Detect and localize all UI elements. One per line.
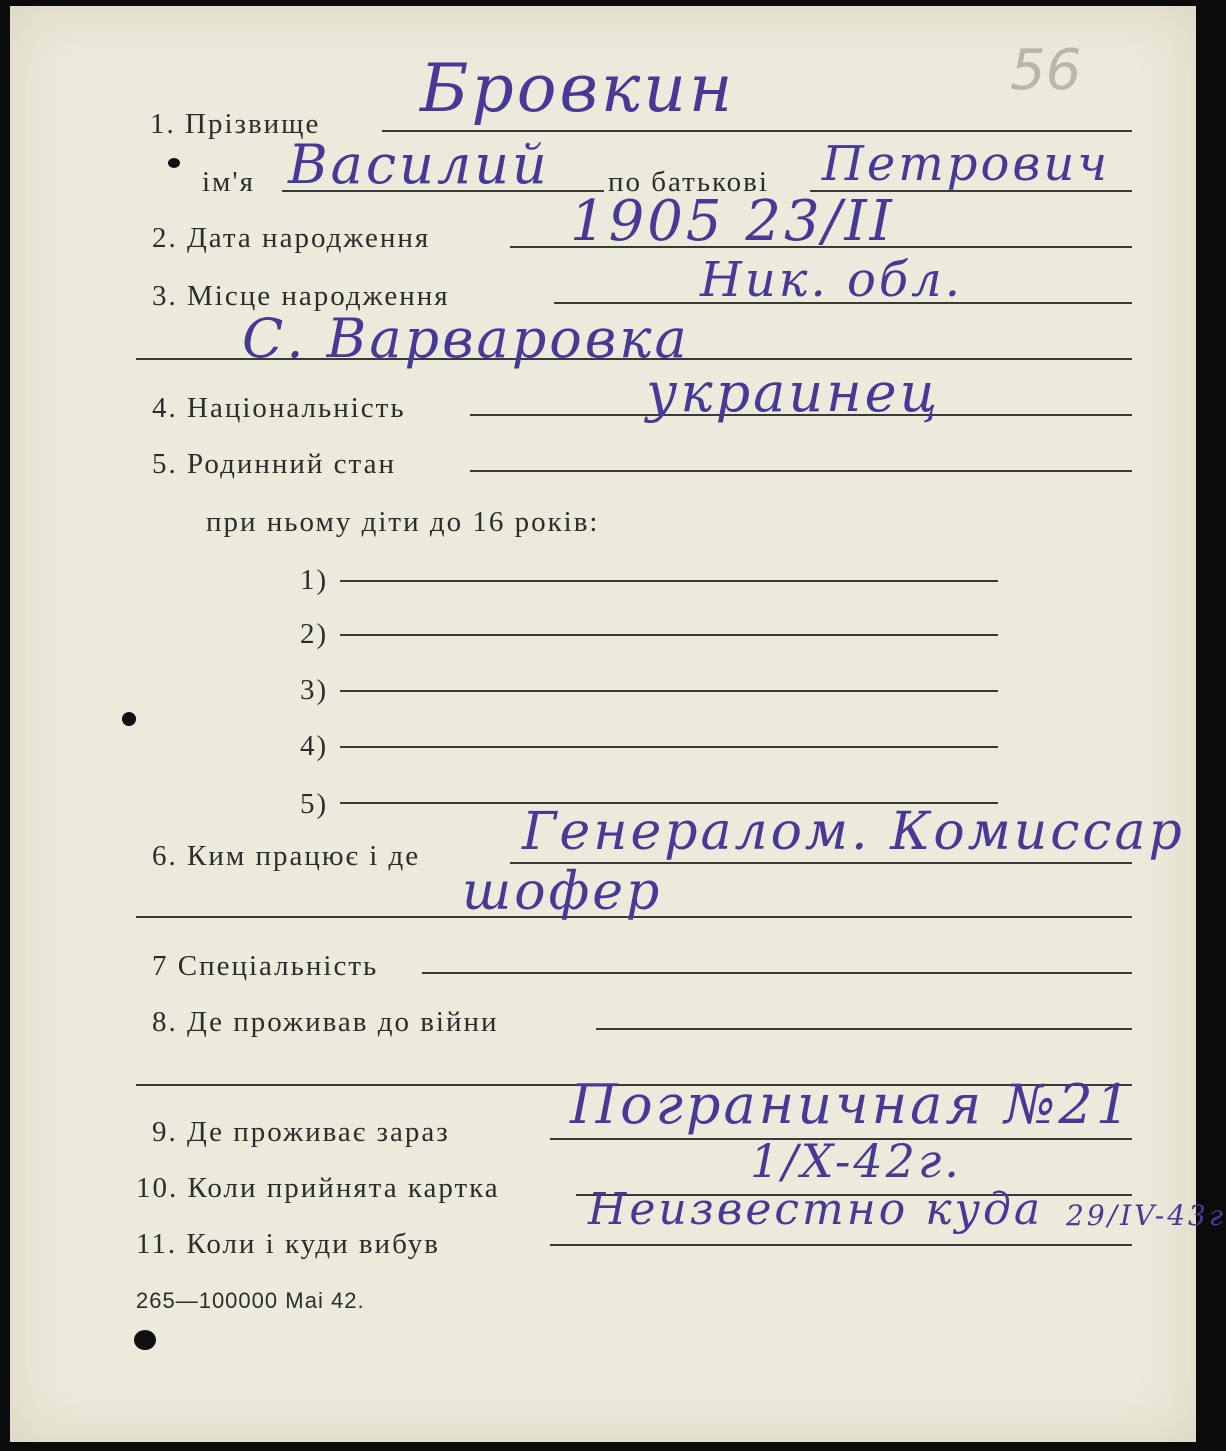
registration-card (10, 6, 1226, 1442)
line-child-3 (340, 690, 998, 692)
label-birth-date: 2. Дата народження (152, 222, 431, 254)
label-prewar-residence: 8. Де проживав до війни (152, 1006, 499, 1038)
value-work: Генералом. Комиссар (522, 802, 1185, 862)
label-card-accepted: 10. Коли прийнята картка (136, 1172, 500, 1204)
value-surname: Бровкин (420, 50, 736, 127)
label-departed: 11. Коли і куди вибув (136, 1228, 440, 1260)
value-birth-date: 1905 23/II (570, 189, 895, 254)
punch-hole (134, 1330, 156, 1350)
label-child-1: 1) (300, 564, 329, 596)
value-work-2: шофер (462, 862, 663, 922)
value-current-residence: Пограничная №21 (570, 1073, 1134, 1136)
label-child-2: 2) (300, 618, 329, 650)
line-marital-status (470, 470, 1132, 472)
value-birth-region: Ник. обл. (700, 252, 963, 308)
pencil-mark: 56 (1010, 38, 1082, 103)
label-patronymic: по батькові (608, 166, 769, 198)
label-specialty: 7 Спеціальність (152, 950, 379, 982)
label-birth-place: 3. Місце народження (152, 280, 450, 312)
label-child-3: 3) (300, 674, 329, 706)
label-child-4: 4) (300, 730, 329, 762)
line-child-4 (340, 746, 998, 748)
line-prewar-residence (596, 1028, 1132, 1030)
label-nationality: 4. Національність (152, 392, 406, 424)
line-departed (550, 1244, 1132, 1246)
punch-hole (168, 158, 180, 168)
value-departed-date: 29/IV-43г (1066, 1199, 1226, 1232)
line-child-2 (340, 634, 998, 636)
punch-hole (122, 712, 136, 726)
value-nationality: украинец (646, 361, 941, 424)
label-current-residence: 9. Де проживає зараз (152, 1116, 450, 1148)
value-card-accepted: 1/X-42г. (750, 1134, 962, 1188)
line-child-1 (340, 580, 998, 582)
printer-imprint: 265—100000 Маі 42. (136, 1288, 365, 1313)
value-departed: Неизвестно куда (588, 1184, 1044, 1235)
line-surname (382, 130, 1132, 132)
label-child-5: 5) (300, 788, 329, 820)
value-patronymic: Петрович (822, 136, 1111, 192)
label-first-name: ім'я (202, 166, 255, 198)
value-first-name: Василий (288, 133, 550, 196)
label-children: при ньому діти до 16 років: (206, 506, 600, 538)
label-work: 6. Ким працює і де (152, 840, 421, 872)
label-surname: 1. Прізвище (150, 108, 321, 140)
value-birth-village: С. Варваровка (242, 307, 690, 370)
line-specialty (422, 972, 1132, 974)
label-marital-status: 5. Родинний стан (152, 448, 396, 480)
